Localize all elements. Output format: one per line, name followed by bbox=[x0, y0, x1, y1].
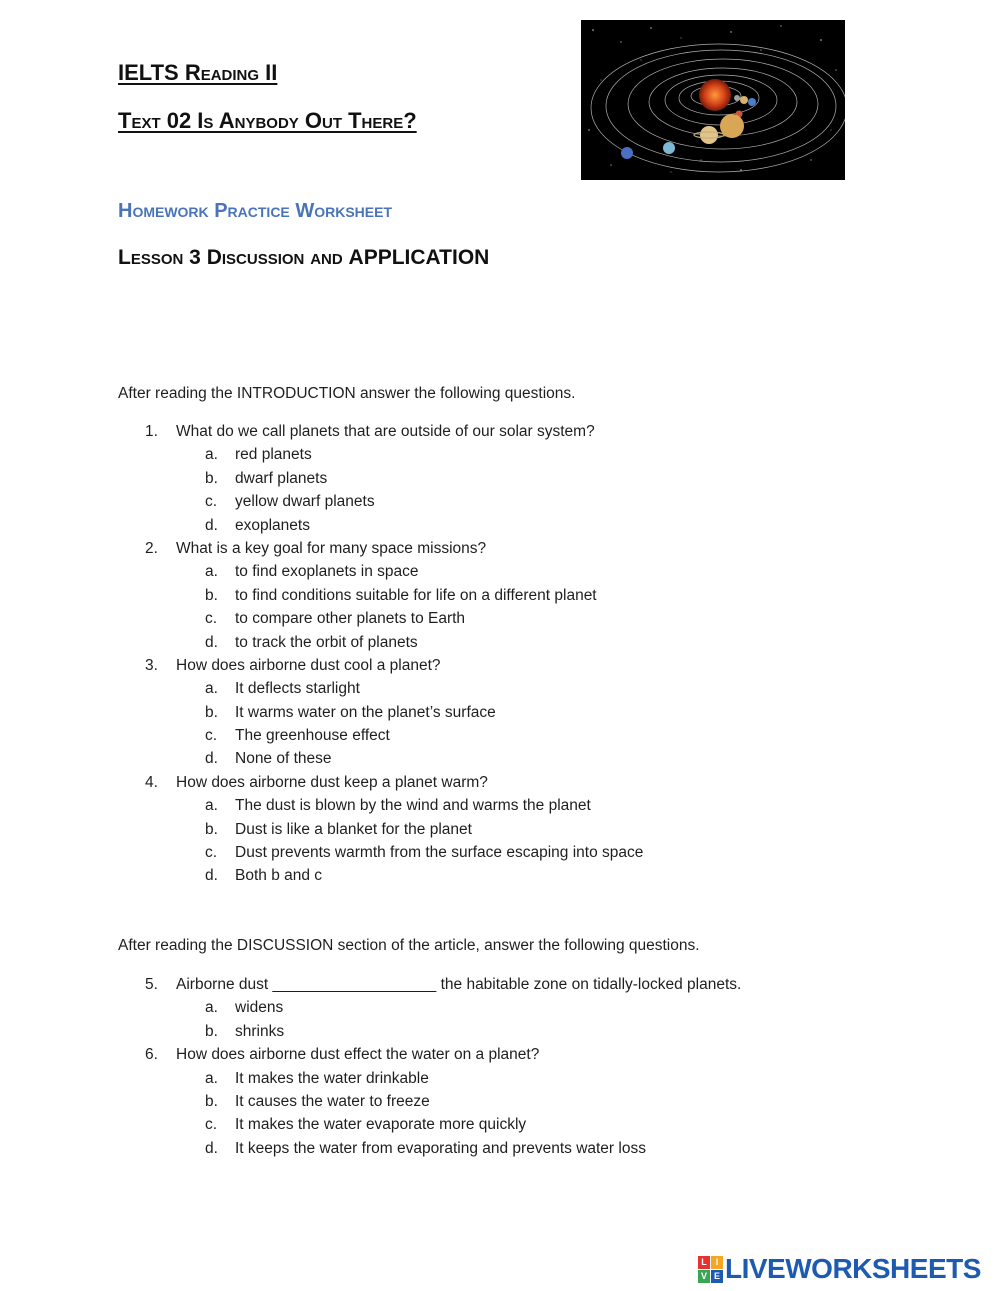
option-1b[interactable]: b. dwarf planets bbox=[205, 469, 328, 487]
option-2c[interactable]: c. to compare other planets to Earth bbox=[205, 610, 466, 628]
question-3: 3. How does airborne dust cool a planet? bbox=[145, 656, 441, 674]
option-3a[interactable]: a. It deflects starlight bbox=[205, 680, 360, 698]
option-1c[interactable]: c. yellow dwarf planets bbox=[205, 493, 375, 511]
sun-icon bbox=[699, 79, 731, 111]
option-1d[interactable]: d. exoplanets bbox=[205, 516, 310, 534]
option-3c[interactable]: c. The greenhouse effect bbox=[205, 727, 390, 745]
worksheet-title: IELTS Reading II bbox=[118, 60, 278, 85]
option-6d[interactable]: d. It keeps the water from evaporating and prevents water loss bbox=[205, 1139, 646, 1157]
lesson-heading bbox=[118, 246, 489, 270]
option-3b[interactable]: b. It warms water on the planet’s surface bbox=[205, 703, 496, 721]
question-list-1 bbox=[0, 420, 1000, 888]
worksheet-subtitle: Homework Practice Worksheet bbox=[118, 200, 392, 222]
option-6c[interactable]: c. It makes the water evaporate more quickly bbox=[205, 1116, 527, 1134]
question-2: 2. What is a key goal for many space missions? bbox=[145, 539, 487, 557]
option-5a[interactable]: a. widens bbox=[205, 999, 284, 1017]
option-4a[interactable]: a. The dust is blown by the wind and warms the planet bbox=[205, 797, 591, 815]
lesson-caps: APPLICATION bbox=[348, 246, 490, 269]
option-6b[interactable]: b. It causes the water to freeze bbox=[205, 1092, 430, 1110]
section2-intro: After reading the DISCUSSION section of the article, answer the following questions. bbox=[118, 937, 700, 954]
text-title: Text 02 Is Anybody Out There? bbox=[118, 108, 417, 133]
question-4: 4. How does airborne dust keep a planet warm? bbox=[145, 773, 488, 791]
option-4b[interactable]: b. Dust is like a blanket for the planet bbox=[205, 820, 472, 838]
option-6a[interactable]: a. It makes the water drinkable bbox=[205, 1069, 429, 1087]
question-6: 6. How does airborne dust effect the water on a planet? bbox=[145, 1046, 540, 1064]
option-4c[interactable]: c. Dust prevents warmth from the surface escaping into space bbox=[205, 844, 644, 862]
option-3d[interactable]: d. None of these bbox=[205, 750, 332, 768]
logo-text: LIVEWORKSHEETS bbox=[725, 1253, 981, 1284]
liveworksheets-logo[interactable] bbox=[698, 1254, 981, 1284]
question-list-2 bbox=[0, 973, 1000, 1160]
question-1: 1. What do we call planets that are outside of our solar system? bbox=[145, 423, 595, 440]
section1-intro: After reading the INTRODUCTION answer the following questions. bbox=[118, 385, 576, 402]
lesson-prefix: Lesson 3 Discussion and bbox=[118, 246, 349, 269]
option-1a[interactable]: a. red planets bbox=[205, 446, 312, 464]
option-2a[interactable]: a. to find exoplanets in space bbox=[205, 563, 419, 581]
solar-system-image bbox=[581, 20, 845, 180]
solar-system-svg bbox=[581, 20, 845, 180]
option-2d[interactable]: d. to track the orbit of planets bbox=[205, 633, 418, 651]
option-2b[interactable]: b. to find conditions suitable for life on a different planet bbox=[205, 586, 597, 604]
option-4d[interactable]: d. Both b and c bbox=[205, 867, 323, 885]
option-5b[interactable]: b. shrinks bbox=[205, 1022, 285, 1040]
liveworksheets-logo-icon: L I V E bbox=[698, 1256, 722, 1282]
question-5: 5. Airborne dust ___________________ the habitable zone on tidally-locked planets. bbox=[145, 976, 742, 993]
